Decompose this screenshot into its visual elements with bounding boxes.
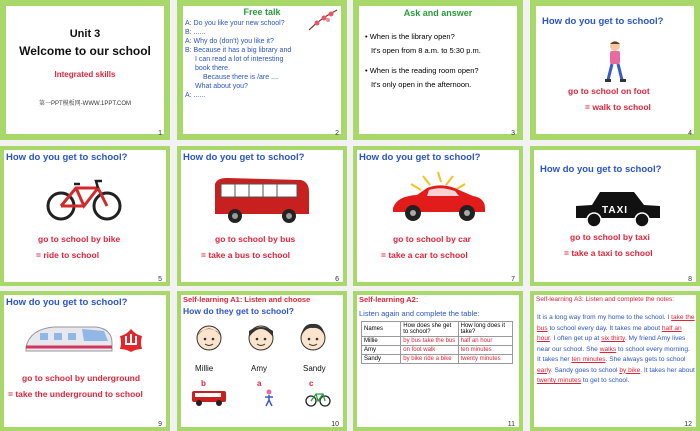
slide-number: 2 bbox=[335, 130, 339, 137]
slide-title: How do you get to school? bbox=[183, 152, 305, 163]
table-cell: Millie bbox=[362, 337, 401, 346]
bicycle-icon bbox=[305, 391, 331, 407]
slide-title: Free talk bbox=[243, 7, 281, 17]
slide-9[interactable] bbox=[0, 291, 170, 431]
slide-3[interactable] bbox=[353, 0, 523, 140]
dialog-line: B: ...... bbox=[185, 29, 206, 36]
table-cell: on foot walk bbox=[401, 346, 458, 355]
table-cell: ten minutes bbox=[458, 346, 512, 355]
dialog-line: A: ...... bbox=[185, 92, 206, 99]
phrase-line: = take a car to school bbox=[381, 250, 468, 260]
slide-number: 1 bbox=[158, 130, 162, 137]
answer-letter: a bbox=[257, 379, 262, 388]
table-cell: twenty minutes bbox=[458, 355, 512, 364]
girl-face-icon bbox=[193, 321, 225, 355]
slide-title: Ask and answer bbox=[403, 8, 473, 18]
question-line: • When is the reading room open? bbox=[365, 66, 479, 75]
slide-number: 11 bbox=[507, 421, 515, 428]
slide-number: 12 bbox=[684, 421, 692, 428]
dialog-line: A: Do you like your new school? bbox=[185, 20, 285, 27]
answer-blank: early bbox=[537, 366, 551, 374]
dialog-line: I can read a lot of interesting bbox=[195, 56, 284, 63]
slide-title: How do you get to school? bbox=[6, 297, 128, 308]
slide-2[interactable] bbox=[177, 0, 347, 140]
slide-number: 5 bbox=[158, 276, 162, 283]
answer-line: It's only open in the afternoon. bbox=[371, 80, 472, 89]
phrase-line: = take a bus to school bbox=[201, 250, 291, 260]
walking-boy-icon bbox=[602, 40, 628, 84]
slide-number: 3 bbox=[511, 130, 515, 137]
bicycle-icon bbox=[44, 176, 124, 222]
girl-face-icon bbox=[297, 321, 329, 355]
bus-icon bbox=[191, 389, 227, 407]
footer-text: 第一PPT模板网-WWW.1PPT.COM bbox=[39, 101, 131, 107]
table-row bbox=[362, 337, 513, 346]
slide-subtitle: Listen again and complete the table: bbox=[359, 309, 480, 318]
slide-10[interactable] bbox=[177, 291, 347, 431]
slide-title: How do you get to school? bbox=[6, 152, 128, 163]
answer-blank: by bike bbox=[619, 366, 641, 374]
table-cell: Amy bbox=[362, 346, 401, 355]
slide-title: Welcome to our school bbox=[19, 44, 151, 58]
car-icon bbox=[383, 168, 493, 226]
slide-title: How do you get to school? bbox=[540, 164, 662, 175]
metro-logo-icon bbox=[118, 327, 144, 353]
table-row bbox=[362, 346, 513, 355]
slide-number: 8 bbox=[688, 276, 692, 283]
slide-number: 6 bbox=[335, 276, 339, 283]
answer-blank: twenty minutes bbox=[537, 377, 581, 384]
slide-title: Self-learning A1: Listen and choose bbox=[183, 295, 311, 304]
table-header: How does she get to school? bbox=[401, 322, 458, 337]
phrase-line: = take the underground to school bbox=[8, 389, 143, 399]
student-name: Amy bbox=[251, 364, 267, 373]
girl-face-icon bbox=[245, 321, 277, 355]
slide-1[interactable] bbox=[0, 0, 170, 140]
phrase-line: = walk to school bbox=[585, 102, 651, 112]
slide-number: 4 bbox=[688, 130, 692, 137]
phrase-line: go to school by bus bbox=[215, 234, 296, 244]
taxi-label: TAXI bbox=[602, 205, 629, 216]
slide-4[interactable] bbox=[530, 0, 700, 140]
student-name: Sandy bbox=[303, 364, 326, 373]
phrase-line: = take a taxi to school bbox=[564, 248, 653, 258]
dialog-line: book there. bbox=[195, 65, 231, 72]
dialog-line: What about you? bbox=[195, 83, 248, 90]
slide-number: 9 bbox=[158, 421, 162, 428]
phrase-line: go to school by underground bbox=[22, 373, 141, 383]
unit-label: Unit 3 bbox=[69, 28, 101, 40]
phrase-line: go to school by bike bbox=[38, 234, 121, 244]
slide-11[interactable] bbox=[353, 291, 523, 431]
train-icon bbox=[24, 317, 114, 361]
info-table bbox=[361, 321, 513, 364]
slide-7[interactable] bbox=[353, 146, 523, 286]
phrase-line: go to school by taxi bbox=[570, 232, 650, 242]
slide-subtitle: Integrated skills bbox=[54, 70, 116, 79]
table-cell: half an hour bbox=[458, 337, 512, 346]
bus-icon bbox=[211, 176, 311, 226]
phrase-line: go to school by car bbox=[393, 234, 471, 244]
slide-8[interactable] bbox=[530, 146, 700, 286]
walking-person-icon bbox=[263, 389, 275, 407]
slide-subtitle: How do they get to school? bbox=[183, 306, 294, 316]
slide-title: How do you get to school? bbox=[359, 152, 481, 163]
table-row bbox=[362, 355, 513, 364]
slide-12[interactable] bbox=[530, 291, 700, 431]
dialog-line: Because there is /are .... bbox=[203, 74, 279, 81]
dialog-line: A: Why do (don't) you like it? bbox=[185, 38, 274, 45]
slide-5[interactable] bbox=[0, 146, 170, 286]
answer-line: It's open from 8 a.m. to 5:30 p.m. bbox=[371, 46, 481, 55]
answer-blank: half an hour bbox=[537, 324, 682, 342]
slide-number: 7 bbox=[511, 276, 515, 283]
answer-blank: six thirty bbox=[601, 335, 625, 342]
answer-blank: take the bus bbox=[537, 314, 695, 332]
answer-letter: c bbox=[309, 379, 314, 388]
table-header: How long does it take? bbox=[458, 322, 512, 337]
phrase-line: go to school on foot bbox=[568, 86, 650, 96]
answer-blank: walks bbox=[599, 345, 617, 353]
dialog-line: B: Because it has a big library and bbox=[185, 47, 292, 54]
question-line: • When is the library open? bbox=[365, 32, 455, 41]
table-cell: by bus take the bus bbox=[401, 337, 458, 346]
student-name: Millie bbox=[195, 364, 214, 373]
slide-title: Self-learning A2: bbox=[359, 295, 419, 304]
slide-number: 10 bbox=[331, 421, 339, 428]
notes-paragraph: It is a long way from my home to the school. I take the bus to school every day. It takes me about half an hour. I often get up at six thirty. My friend Amy lives near our school. She walks to school every morning. It takes her ten minutes. She always gets to school early. Sandy goes to school by bike. It takes her about twenty minutes to get to school. bbox=[537, 314, 695, 384]
table-cell: by bike ride a bike bbox=[401, 355, 458, 364]
phrase-line: = ride to school bbox=[36, 250, 100, 260]
answer-letter: b bbox=[201, 379, 206, 388]
table-header: Names bbox=[362, 322, 401, 337]
slide-title: Self-learning A3: Listen and complete the notes: bbox=[536, 296, 675, 303]
slide-6[interactable] bbox=[177, 146, 347, 286]
table-cell: Sandy bbox=[362, 355, 401, 364]
slide-title: How do you get to school? bbox=[542, 16, 664, 27]
answer-blank: ten minutes bbox=[571, 356, 606, 363]
